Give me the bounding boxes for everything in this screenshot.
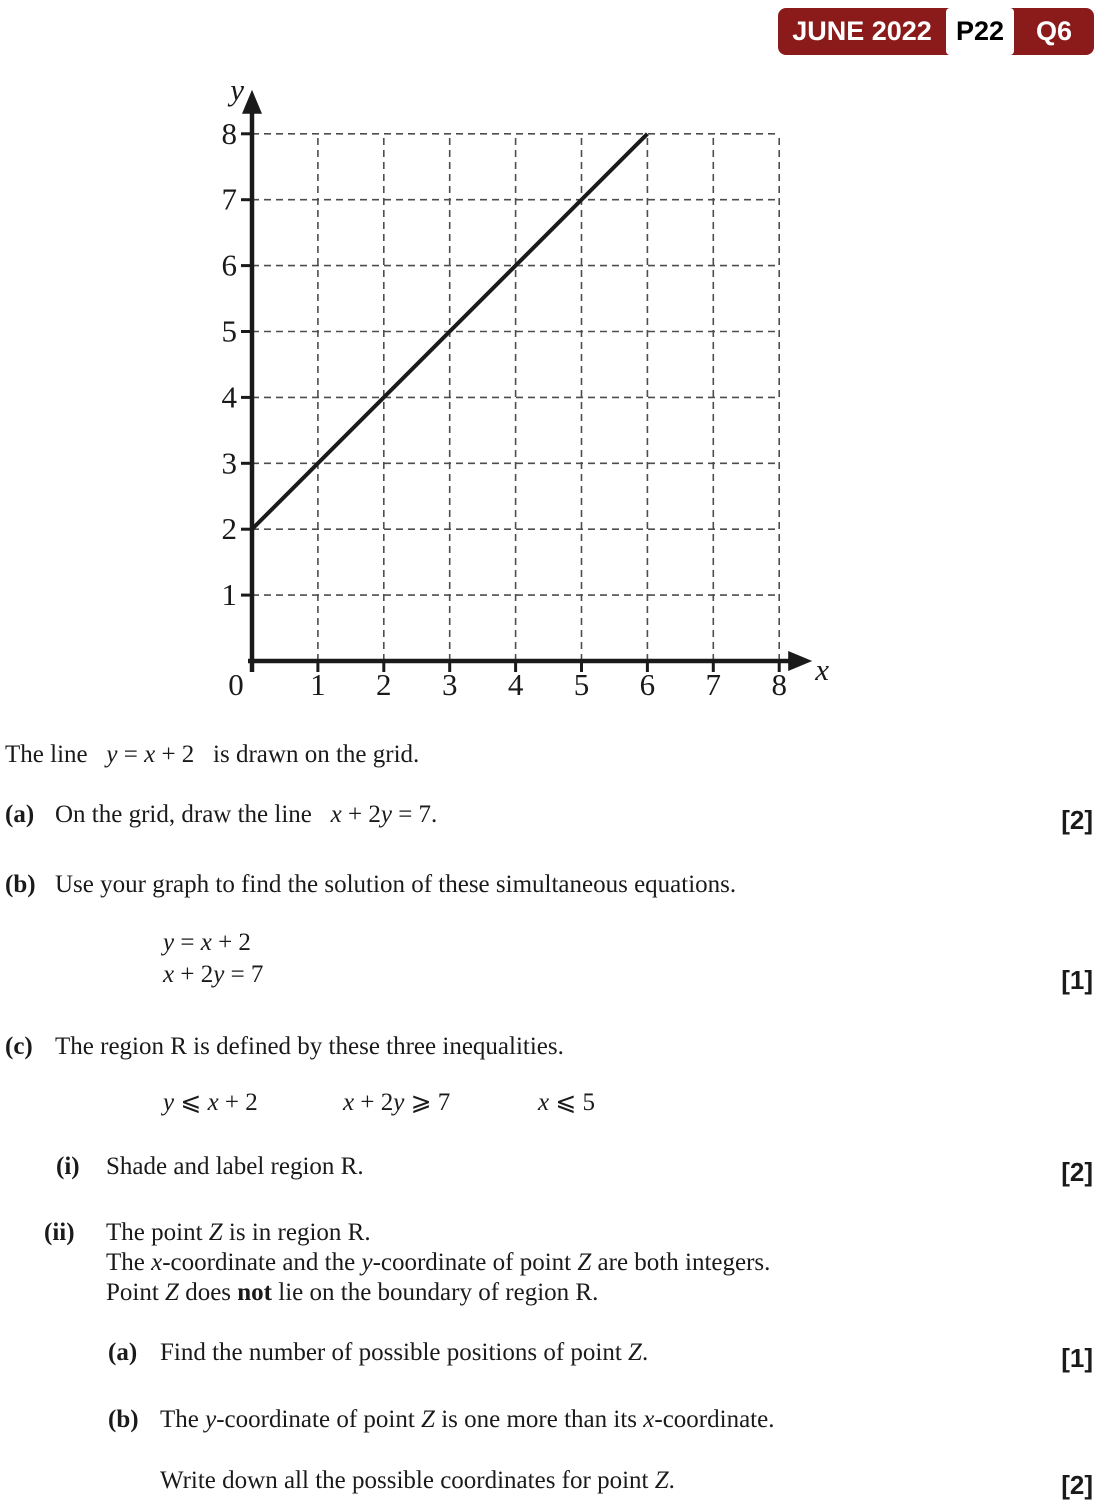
y-axis-arrow-icon (242, 90, 262, 114)
x-tick-label: 5 (573, 667, 590, 702)
part-c-i-text: Shade and label region R. (106, 1153, 364, 1180)
part-c-i-label: (i) (56, 1153, 80, 1180)
part-b-marks: [1] (1061, 965, 1093, 995)
coordinate-grid-graph (160, 70, 840, 710)
equation-2: x + 2y = 7 (163, 961, 264, 988)
part-b-label: (b) (5, 871, 36, 898)
y-tick-label: 3 (221, 445, 237, 481)
part-c-text: The region R is defined by these three inequalities. (55, 1033, 564, 1060)
part-a-text: On the grid, draw the line x + 2y = 7. (55, 801, 438, 828)
part-c-ii-b-marks: [2] (1061, 1470, 1093, 1500)
part-a-label: (a) (5, 801, 35, 828)
part-b-text: Use your graph to find the solution of these simultaneous equations. (55, 871, 737, 898)
part-c-ii-a-text: Find the number of possible positions of point Z. (160, 1339, 649, 1366)
x-tick-label: 6 (639, 667, 656, 702)
y-tick-label: 2 (221, 511, 237, 547)
part-c-ii-b-label: (b) (108, 1406, 139, 1433)
part-c-label: (c) (5, 1033, 33, 1060)
equation-1: y = x + 2 (163, 929, 251, 956)
inequality-3: x ⩽ 5 (538, 1089, 596, 1116)
y-tick-label: 5 (221, 313, 237, 349)
y-tick-label: 6 (221, 247, 237, 283)
part-a-marks: [2] (1061, 805, 1093, 835)
session-label: JUNE 2022 (792, 16, 932, 46)
intro-text: The line y = x + 2 is drawn on the grid. (5, 741, 420, 768)
part-c-i-marks: [2] (1061, 1157, 1093, 1187)
part-c-ii-b-text-2: Write down all the possible coordinates for point Z. (160, 1467, 675, 1494)
inequality-2: x + 2y ⩾ 7 (343, 1089, 451, 1116)
question-header-badge (778, 8, 1094, 55)
y-tick-label: 8 (221, 115, 237, 151)
part-c-ii-a-label: (a) (108, 1339, 138, 1366)
y-tick-label: 7 (221, 181, 237, 217)
part-c-ii-a-marks: [1] (1061, 1343, 1093, 1373)
part-c-ii-label: (ii) (44, 1219, 75, 1246)
y-tick-label: 4 (221, 379, 237, 415)
inequality-1: y ⩽ x + 2 (163, 1089, 258, 1116)
y-axis-label: y (230, 71, 244, 107)
origin-label: 0 (228, 667, 244, 702)
x-tick-label: 1 (310, 667, 326, 702)
part-c-ii-line-1: The point Z is in region R. (106, 1219, 371, 1246)
part-c-ii-b-text: The y-coordinate of point Z is one more than its x-coordinate. (160, 1406, 775, 1433)
x-tick-label: 2 (376, 667, 392, 702)
part-c-ii-line-3: Point Z does not lie on the boundary of region R. (106, 1279, 599, 1306)
x-tick-label: 7 (705, 667, 722, 702)
x-tick-label: 8 (771, 667, 787, 702)
question-number-label: Q6 (1035, 16, 1073, 46)
x-axis-arrow-icon (788, 651, 812, 671)
y-tick-label: 1 (221, 577, 237, 613)
x-axis-label: x (815, 652, 829, 687)
paper-label: P22 (946, 8, 1014, 55)
x-tick-label: 3 (441, 667, 458, 702)
part-c-ii-line-2: The x-coordinate and the y-coordinate of point Z are both integers. (106, 1249, 771, 1276)
x-tick-label: 4 (507, 667, 524, 702)
